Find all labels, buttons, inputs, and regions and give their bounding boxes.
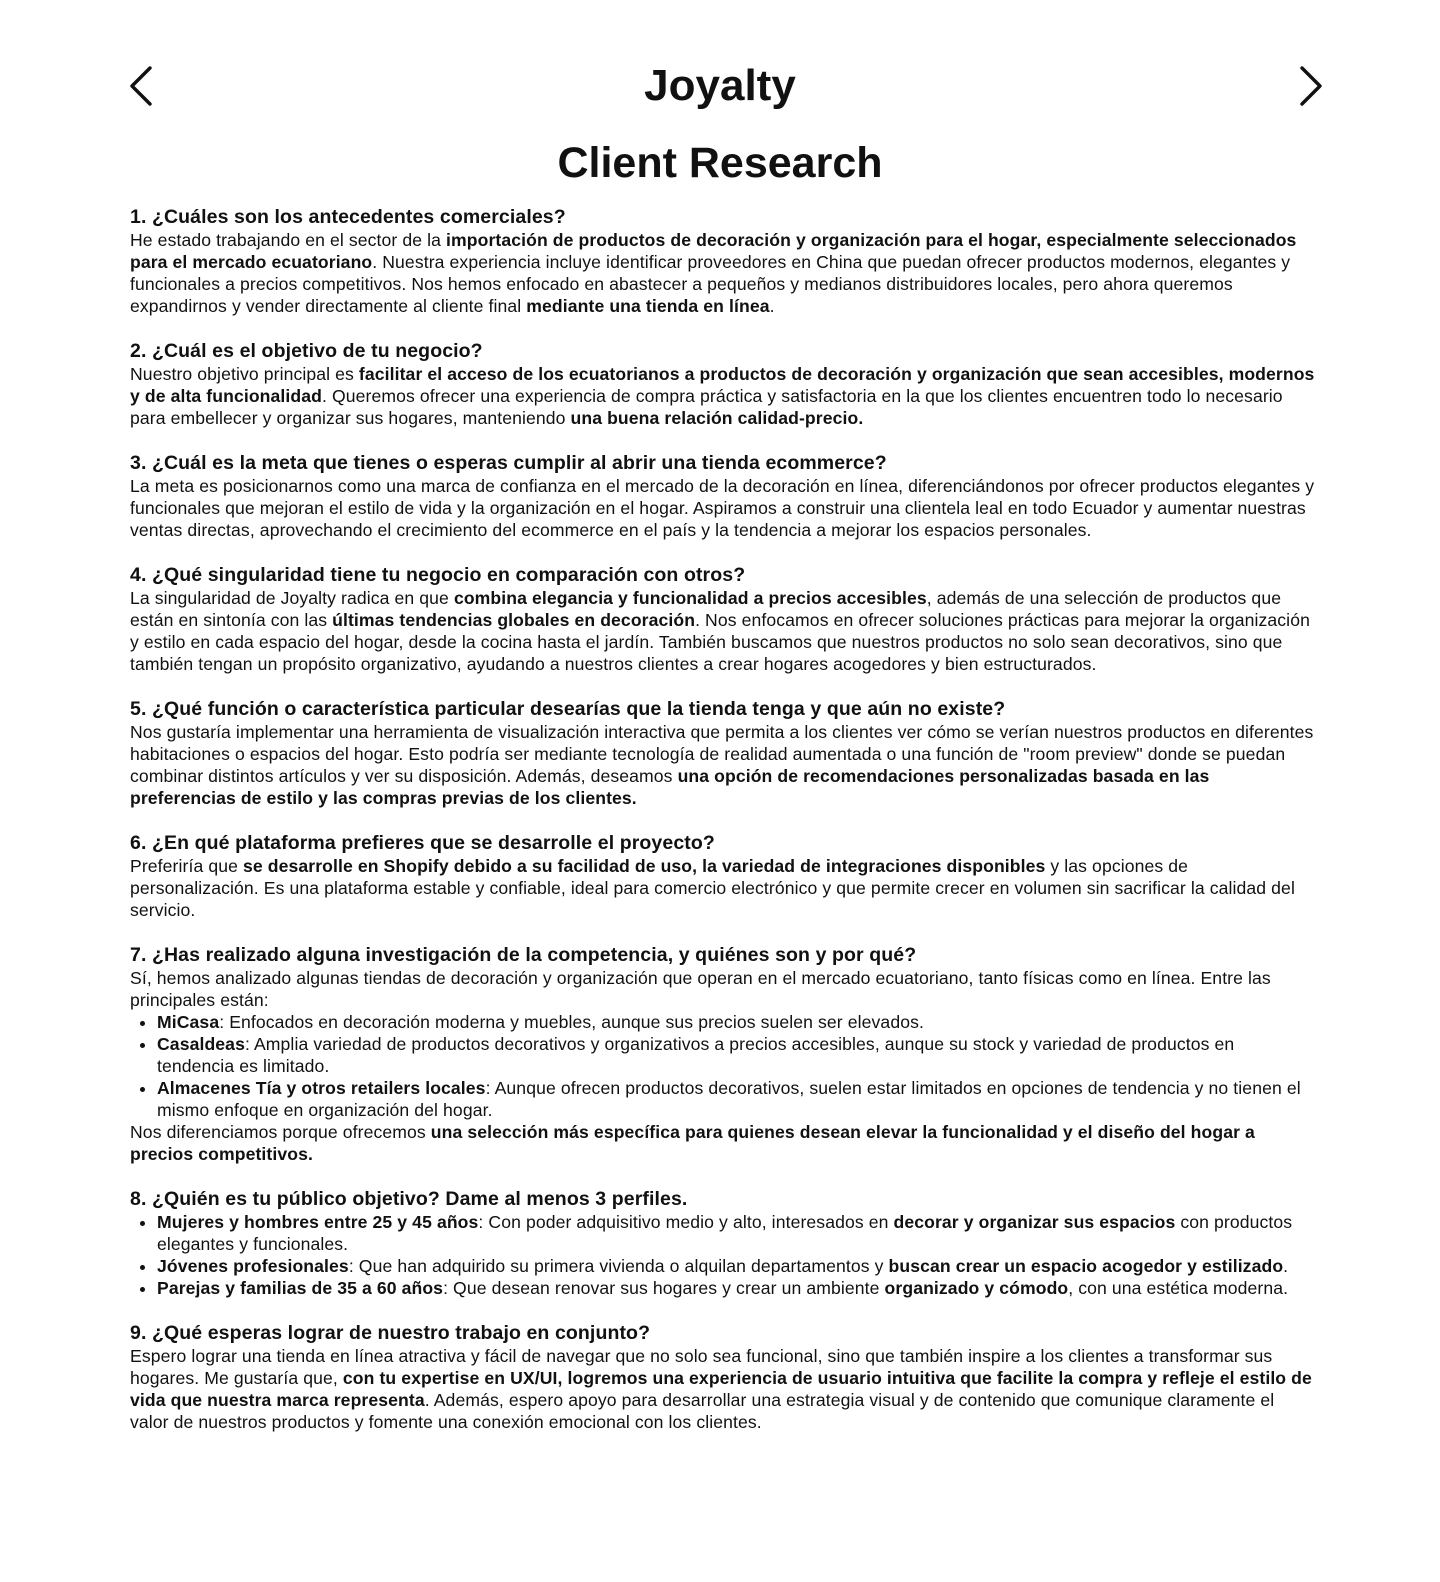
question-heading: 2. ¿Cuál es el objetivo de tu negocio? <box>130 340 483 362</box>
bold-text: mediante una tienda en línea <box>526 296 770 316</box>
answer-paragraph <box>130 229 1316 317</box>
answer-paragraph <box>130 363 1316 429</box>
chevron-right-icon <box>1292 62 1328 110</box>
text-run: La meta es posicionarnos como una marca de confianza en el mercado de la decoración en línea, diferenciándonos por ofrecer productos elegantes y funcionales que mejoran el estilo de vida y la organización en el hogar. Aspiramos a construir una clientela leal en todo Ecuador y aumentar nuestras ventas directas, aprovechando el crecimiento del ecommerce en el país y la tendencia a mejorar los espacios personales. <box>130 476 1315 540</box>
header <box>0 52 1440 118</box>
text-run: . <box>1283 1256 1289 1276</box>
bold-text: se desarrolle en Shopify debido a su facilidad de uso, la variedad de integraciones disponibles <box>242 856 1046 876</box>
bold-text: con tu expertise en UX/UI, logremos una experiencia de usuario intuitiva que facilite la compra y refleje el estilo de vida que nuestra marca representa <box>130 1368 1312 1410</box>
question-heading: 8. ¿Quién es tu público objetivo? Dame al menos 3 perfiles. <box>130 1188 688 1210</box>
text-run: Nos diferenciamos porque ofrecemos <box>130 1122 431 1142</box>
page-title: Client Research <box>557 139 883 187</box>
bold-text: buscan crear un espacio acogedor y estilizado <box>888 1256 1284 1276</box>
qa-section-8 <box>130 1188 1316 1299</box>
question-heading: 6. ¿En qué plataforma prefieres que se desarrolle el proyecto? <box>130 832 715 854</box>
list-item <box>157 1255 1316 1277</box>
list-item <box>157 1077 1316 1121</box>
text-run: . Además, espero apoyo para desarrollar una estrategia visual y de contenido que comunique claramente el valor de nuestros productos y fomente una conexión emocional con los clientes. <box>130 1390 1275 1432</box>
bold-text: importación de productos de decoración y organización para el hogar, especialmente seleccionados para el mercado ecuatoriano <box>130 230 1297 272</box>
text-run: . <box>769 296 775 316</box>
qa-section-3 <box>130 452 1316 541</box>
research-content <box>130 206 1316 1456</box>
text-run: Sí, hemos analizado algunas tiendas de decoración y organización que operan en el mercado ecuatoriano, tanto físicas como en línea. Entre las principales están: <box>130 968 1271 1010</box>
question-heading: 4. ¿Qué singularidad tiene tu negocio en comparación con otros? <box>130 564 746 586</box>
text-run: : Con poder adquisitivo medio y alto, interesados en <box>478 1212 894 1232</box>
bold-text: una opción de recomendaciones personalizadas basada en las preferencias de estilo y las compras previas de los clientes. <box>130 766 1210 808</box>
text-run: La singularidad de Joyalty radica en que <box>130 588 454 608</box>
text-run: . Nuestra experiencia incluye identificar proveedores en China que puedan ofrecer productos modernos, elegantes y funcionales a precios competitivos. Nos hemos enfocado en abastecer a pequeños y medianos distribuidores locales, pero ahora queremos expandirnos y vender directamente al cliente final <box>130 252 1291 316</box>
bold-text: facilitar el acceso de los ecuatorianos a productos de decoración y organización que sean accesibles, modernos y de alta funcionalidad <box>130 364 1315 406</box>
question-heading: 5. ¿Qué función o característica particular desearías que la tienda tenga y que aún no existe? <box>130 698 1006 720</box>
list-item <box>157 1277 1316 1299</box>
text-run: y las opciones de personalización. Es una plataforma estable y confiable, ideal para comercio electrónico y que permite crecer en volumen sin sacrificar la calidad del servicio. <box>130 856 1295 920</box>
text-run: He estado trabajando en el sector de la <box>130 230 447 250</box>
text-run: . Queremos ofrecer una experiencia de compra práctica y satisfactoria en la que los clientes encuentren todo lo necesario para embellecer y organizar sus hogares, manteniendo <box>130 386 1283 428</box>
text-run: , además de una selección de productos que están en sintonía con las <box>130 588 1282 630</box>
text-run: : Que desean renovar sus hogares y crear un ambiente <box>443 1278 885 1298</box>
bold-text: Parejas y familias de 35 a 60 años <box>157 1278 444 1298</box>
app-title: Joyalty <box>644 61 796 110</box>
qa-section-9 <box>130 1322 1316 1433</box>
list-item <box>157 1211 1316 1255</box>
bold-text: decorar y organizar sus espacios <box>893 1212 1176 1232</box>
bold-text: combina elegancia y funcionalidad a precios accesibles <box>453 588 927 608</box>
answer-paragraph <box>130 1121 1316 1165</box>
answer-paragraph <box>130 1345 1316 1433</box>
bullet-list <box>130 1211 1316 1299</box>
bold-text: últimas tendencias globales en decoración <box>332 610 696 630</box>
question-heading: 9. ¿Qué esperas lograr de nuestro trabajo en conjunto? <box>130 1322 651 1344</box>
question-heading: 3. ¿Cuál es la meta que tienes o esperas cumplir al abrir una tienda ecommerce? <box>130 452 887 474</box>
text-run: Nos gustaría implementar una herramienta de visualización interactiva que permita a los clientes ver cómo se verían nuestros productos en diferentes habitaciones o espacios del hogar. Esto podría ser mediante tecnología de realidad aumentada o una función de "room preview" donde se puedan combinar distintos artículos y ver su disposición. Además, deseamos <box>130 722 1314 786</box>
list-item <box>157 1033 1316 1077</box>
text-run: : Que han adquirido su primera vivienda o alquilan departamentos y <box>348 1256 889 1276</box>
text-run: , con una estética moderna. <box>1068 1278 1289 1298</box>
qa-section-7 <box>130 944 1316 1165</box>
qa-section-6 <box>130 832 1316 921</box>
bold-text: una selección más específica para quienes desean elevar la funcionalidad y el diseño del hogar a precios competitivos. <box>130 1122 1255 1164</box>
answer-paragraph <box>130 475 1316 541</box>
qa-section-1 <box>130 206 1316 317</box>
question-heading: 7. ¿Has realizado alguna investigación de la competencia, y quiénes son y por qué? <box>130 944 917 966</box>
bold-text: Casaldeas <box>157 1034 245 1054</box>
text-run: : Aunque ofrecen productos decorativos, suelen estar limitados en opciones de tendencia y no tienen el mismo enfoque en organización del hogar. <box>157 1078 1301 1120</box>
list-item <box>157 1011 1316 1033</box>
qa-section-2 <box>130 340 1316 429</box>
text-run: . Nos enfocamos en ofrecer soluciones prácticas para mejorar la organización y estilo en cada espacio del hogar, desde la cocina hasta el jardín. También buscamos que nuestros productos no solo sean decorativos, sino que también tengan un propósito organizativo, ayudando a nuestros clientes a crear hogares acogedores y bien estructurados. <box>130 610 1310 674</box>
next-page-button[interactable] <box>1292 62 1328 110</box>
bold-text: Almacenes Tía y otros retailers locales <box>157 1078 486 1098</box>
bold-text: Mujeres y hombres entre 25 y 45 años <box>157 1212 479 1232</box>
text-run: Nuestro objetivo principal es <box>130 364 359 384</box>
qa-section-5 <box>130 698 1316 809</box>
text-run: con productos elegantes y funcionales. <box>157 1212 1293 1254</box>
text-run: Preferiría que <box>130 856 243 876</box>
qa-section-4 <box>130 564 1316 675</box>
text-run: : Enfocados en decoración moderna y muebles, aunque sus precios suelen ser elevados. <box>219 1012 924 1032</box>
answer-paragraph <box>130 721 1316 809</box>
bullet-list <box>130 1011 1316 1121</box>
bold-text: organizado y cómodo <box>884 1278 1069 1298</box>
answer-paragraph <box>130 587 1316 675</box>
answer-paragraph <box>130 855 1316 921</box>
text-run: Espero lograr una tienda en línea atractiva y fácil de navegar que no solo sea funcional, sino que también inspire a los clientes a transformar sus hogares. Me gustaría que, <box>130 1346 1273 1388</box>
bold-text: MiCasa <box>157 1012 220 1032</box>
bold-text: Jóvenes profesionales <box>157 1256 349 1276</box>
bold-text: una buena relación calidad-precio. <box>570 408 864 428</box>
question-heading: 1. ¿Cuáles son los antecedentes comerciales? <box>130 206 566 228</box>
answer-paragraph <box>130 967 1316 1011</box>
text-run: : Amplia variedad de productos decorativos y organizativos a precios accesibles, aunque su stock y variedad de productos en tendencia es limitado. <box>157 1034 1235 1076</box>
